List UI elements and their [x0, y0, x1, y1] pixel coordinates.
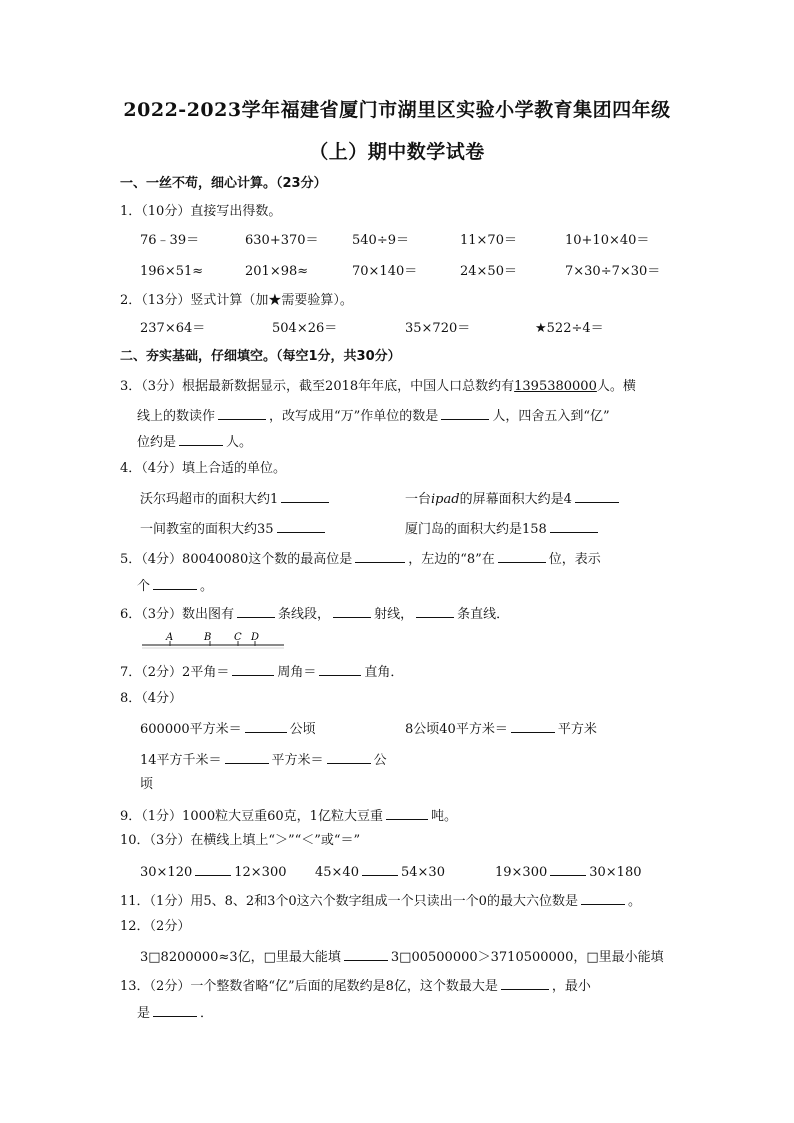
q12-text: 3□00500000＞3710500000，□里最小能填: [390, 950, 664, 965]
q8-text: 公: [373, 753, 387, 768]
q5-line2: [137, 576, 213, 596]
q8-item-c-wrap: 顷: [140, 777, 154, 792]
q10-text: 30×180: [589, 865, 642, 880]
q3-line1: [120, 378, 636, 396]
q5-text: 5．（4分）80040080这个数的最高位是: [120, 552, 353, 567]
q5-text: 。: [200, 579, 214, 594]
section1-heading: 一、一丝不苟，细心计算。（23分）: [120, 176, 327, 191]
q10-text: 19×300: [495, 865, 548, 880]
q8-text: 600000平方米＝: [140, 722, 242, 737]
q7-text: 直角．: [364, 665, 404, 680]
answer-blank[interactable]: [441, 406, 489, 420]
answer-blank[interactable]: [153, 576, 197, 590]
q11-text: 。: [627, 894, 641, 909]
answer-blank[interactable]: [245, 719, 287, 733]
q12-stem: 12．（2分）: [120, 919, 191, 934]
answer-blank[interactable]: [153, 1003, 197, 1017]
q13-line2: [137, 1003, 213, 1023]
q1-item: 11×70＝: [460, 233, 517, 248]
q6-point-label: D: [251, 632, 260, 643]
q4-item-b: [405, 489, 622, 509]
q4-text: 厦门岛的面积大约是158: [405, 522, 547, 537]
q13-text: 是: [137, 1006, 151, 1021]
q6-text: 6．（3分）数出图有: [120, 607, 235, 622]
q4-item-c: [140, 519, 328, 539]
q3-line2: [137, 406, 610, 426]
q2-item: 504×26＝: [272, 321, 338, 336]
answer-blank[interactable]: [179, 432, 223, 446]
q1-item: 76﹣39＝: [140, 233, 200, 248]
q3-population-number: 1395380000: [514, 379, 597, 394]
q4-text: 一台: [405, 492, 432, 507]
q10-item: [315, 862, 445, 882]
q6-point-label: B: [204, 632, 212, 643]
answer-blank[interactable]: [386, 806, 428, 820]
answer-blank[interactable]: [550, 862, 586, 876]
q3-text: 人。横: [596, 379, 636, 394]
q12-text: 3□8200000≈3亿，□里最大能填: [140, 950, 341, 965]
q1-item: 10+10×40＝: [565, 233, 650, 248]
q13-text: ，最小: [551, 979, 591, 994]
q1-item: 630+370＝: [245, 233, 319, 248]
q4-text: ipad: [431, 492, 460, 507]
q6-point-label: A: [166, 632, 174, 643]
q8-item-c: [140, 750, 387, 770]
q13-text: 13．（2分）一个整数省略“亿”后面的尾数约是8亿，这个数最大是: [120, 979, 498, 994]
q1-stem: 1．（10分）直接写出得数。: [120, 204, 282, 219]
answer-blank[interactable]: [581, 891, 625, 905]
q4-item-d: [405, 519, 601, 539]
q4-item-a: [140, 489, 332, 509]
answer-blank[interactable]: [218, 406, 266, 420]
answer-blank[interactable]: [416, 604, 454, 618]
section2-heading: 二、夯实基础，仔细填空。（每空1分，共30分）: [120, 349, 401, 364]
q11-text: 11．（1分）用5、8、2和3个0这六个数字组成一个只读出一个0的最大六位数是: [120, 894, 578, 909]
q1-item: 196×51≈: [140, 264, 204, 279]
answer-blank[interactable]: [277, 519, 325, 533]
q10-item: [495, 862, 642, 882]
answer-blank[interactable]: [327, 750, 371, 764]
q10-text: 54×30: [400, 865, 445, 880]
q4-text: 的屏幕面积大约是4: [459, 492, 572, 507]
q9-text: 9．（1分）1000粒大豆重60克，1亿粒大豆重: [120, 809, 383, 824]
q6-text: 条线段，: [278, 607, 331, 622]
q8-text: 平方米＝: [271, 753, 324, 768]
answer-blank[interactable]: [333, 604, 371, 618]
q8-item-a: [140, 719, 316, 739]
q8-text: 14平方千米＝: [140, 753, 222, 768]
q6-text: 射线，: [374, 607, 414, 622]
answer-blank[interactable]: [501, 976, 549, 990]
q10-text: 30×120: [140, 865, 193, 880]
q3-text: ，改写成用“万”作单位的数是: [269, 409, 439, 424]
q5-line1: [120, 549, 601, 569]
q10-item: [140, 862, 287, 882]
q2-item: 237×64＝: [140, 321, 206, 336]
answer-blank[interactable]: [281, 489, 329, 503]
answer-blank[interactable]: [232, 662, 274, 676]
q9-line: [120, 806, 457, 826]
q7-text: 周角＝: [277, 665, 317, 680]
q1-item: 70×140＝: [352, 264, 418, 279]
q12-line: [140, 947, 664, 967]
answer-blank[interactable]: [344, 947, 388, 961]
answer-blank[interactable]: [225, 750, 269, 764]
q10-stem: 10．（3分）在横线上填上“＞”“＜”或“＝”: [120, 833, 361, 848]
q10-text: 12×300: [234, 865, 287, 880]
answer-blank[interactable]: [498, 549, 546, 563]
q4-text: 一间教室的面积大约35: [140, 522, 274, 537]
answer-blank[interactable]: [362, 862, 398, 876]
q3-line3: [137, 432, 252, 452]
answer-blank[interactable]: [550, 519, 598, 533]
q11-line: [120, 891, 641, 911]
q8-stem: 8．（4分）: [120, 691, 183, 706]
q6-line1: [120, 604, 509, 624]
q1-item: 540÷9＝: [352, 233, 409, 248]
q6-point-label: C: [234, 632, 242, 643]
q1-item: 24×50＝: [460, 264, 517, 279]
q1-item: 201×98≈: [245, 264, 309, 279]
q8-text: 公顷: [289, 722, 316, 737]
answer-blank[interactable]: [355, 549, 405, 563]
q5-text: ，左边的“8”在: [408, 552, 495, 567]
q8-text: 8公顷40平方米＝: [405, 722, 508, 737]
answer-blank[interactable]: [319, 662, 361, 676]
q4-text: 沃尔玛超市的面积大约1: [140, 492, 279, 507]
q2-item: ★522÷4＝: [535, 321, 604, 336]
q3-text: 3．（3分）根据最新数据显示，截至2018年年底，中国人口总数约有: [120, 379, 515, 394]
exam-title-line2: （上）期中数学试卷: [309, 141, 485, 163]
q6-text: 条直线．: [457, 607, 510, 622]
q2-stem: 2．（13分）竖式计算（加★需要验算）。: [120, 293, 353, 308]
q3-text: 人，四舍五入到“亿”: [492, 409, 610, 424]
q4-stem: 4．（4分）填上合适的单位。: [120, 461, 287, 476]
q7-text: 7．（2分）2平角＝: [120, 665, 230, 680]
q3-text: 人。: [226, 435, 253, 450]
q2-item: 35×720＝: [405, 321, 471, 336]
exam-title-line1: 2022-2023学年福建省厦门市湖里区实验小学教育集团四年级: [123, 99, 671, 121]
answer-blank[interactable]: [575, 489, 619, 503]
q7-line: [120, 662, 403, 682]
q1-item: 7×30÷7×30＝: [565, 264, 661, 279]
q5-text: 位，表示: [548, 552, 601, 567]
q10-text: 45×40: [315, 865, 359, 880]
q13-text: ．: [200, 1006, 214, 1021]
q8-item-b: [405, 719, 597, 739]
q5-text: 个: [137, 579, 151, 594]
q3-text: 线上的数读作: [137, 409, 216, 424]
answer-blank[interactable]: [511, 719, 555, 733]
q6-line-figure: [140, 630, 290, 652]
answer-blank[interactable]: [195, 862, 231, 876]
q8-text: 平方米: [557, 722, 597, 737]
q13-line1: [120, 976, 591, 996]
answer-blank[interactable]: [237, 604, 275, 618]
q9-text: 吨。: [430, 809, 457, 824]
q3-text: 位约是: [137, 435, 177, 450]
